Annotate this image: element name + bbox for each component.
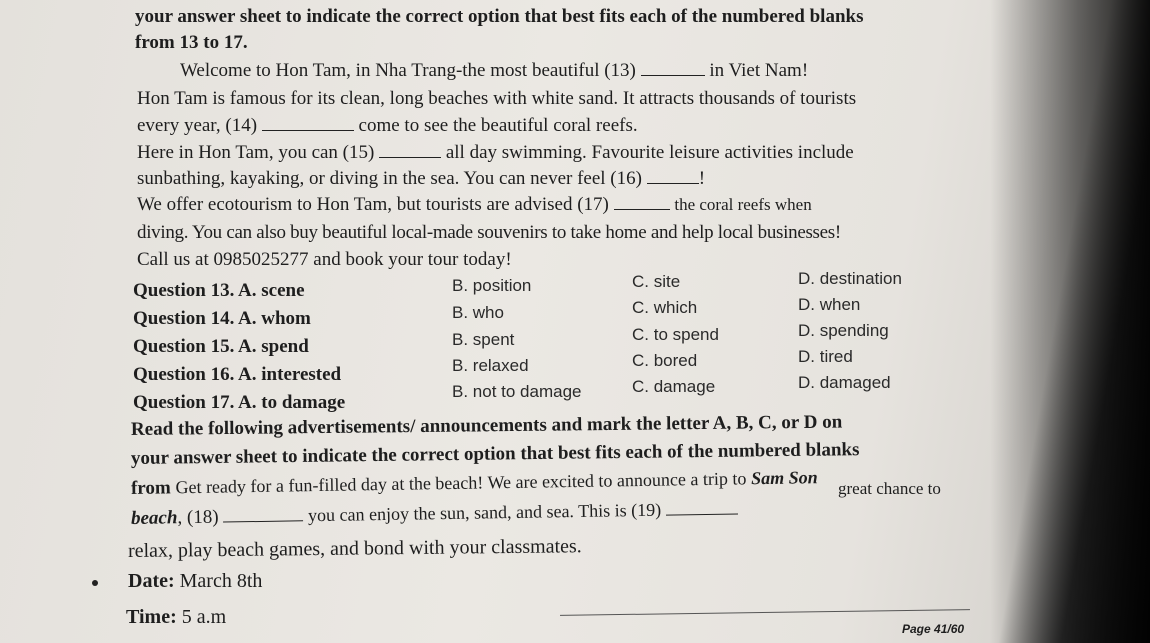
option-d[interactable]: D. when (798, 295, 861, 314)
section2-line-3 (131, 466, 818, 500)
edge-shadow (990, 0, 1150, 643)
passage-text: Welcome to Hon Tam, in Nha Trang-the most beautiful (13) (180, 60, 636, 81)
blank-14 (262, 116, 354, 131)
page-number: Page 41/60 (902, 622, 965, 636)
passage-text: sunbathing, kayaking, or diving in the sea. You can never feel (16) (137, 168, 642, 189)
question-text: Question 16. A. interested (133, 364, 342, 385)
section2-line-3-end: great chance to (838, 479, 941, 498)
passage-line-7: diving. You can also buy beautiful local-made souvenirs to take home and help local businesses! (137, 222, 841, 243)
question-text: Question 13. A. scene (133, 280, 305, 301)
option-c[interactable]: C. to spend (632, 325, 719, 344)
instruction-line-2: from 13 to 17. (135, 32, 248, 53)
time-label: Time: (126, 606, 177, 628)
section2-from: from (130, 477, 171, 499)
question-label (133, 392, 345, 414)
blank-15 (379, 143, 441, 158)
passage-line-2: Hon Tam is famous for its clean, long beaches with white sand. It attracts thousands of tourists (137, 88, 857, 109)
passage-line-5 (137, 168, 705, 190)
passage-line-8: Call us at 0985025277 and book your tour today! (137, 249, 512, 270)
section2-place: beach (130, 507, 178, 529)
question-label (133, 336, 309, 358)
option-b[interactable]: B. not to damage (452, 382, 582, 401)
option-b[interactable]: B. who (452, 303, 504, 322)
passage-text: ! (698, 168, 706, 189)
question-text: Question 17. A. to damage (133, 392, 346, 413)
question-label (133, 308, 311, 330)
date-line (128, 570, 262, 592)
section2-text: you can enjoy the sun, sand, and sea. This is (19) (307, 499, 662, 526)
passage-text: come to see the beautiful coral reefs. (358, 115, 638, 136)
option-d[interactable]: D. damaged (798, 373, 891, 392)
question-label (133, 280, 305, 302)
time-line (126, 606, 226, 628)
question-label (133, 364, 341, 386)
bullet-dot (92, 580, 98, 586)
passage-line-4 (137, 142, 854, 164)
passage-text: We offer ecotourism to Hon Tam, but tourists are advised (17) (137, 194, 609, 215)
option-c[interactable]: C. site (632, 272, 681, 291)
option-d[interactable]: D. spending (798, 321, 889, 340)
date-label: Date: (128, 570, 175, 592)
section2-heading-1: Read the following advertisements/ announcements and mark the letter A, B, C, or D on (130, 411, 843, 440)
time-value: 5 a.m (181, 606, 227, 628)
blank-16 (647, 169, 699, 184)
blank-19 (666, 499, 738, 515)
passage-line-6 (137, 194, 812, 216)
passage-text: the coral reefs when (674, 195, 812, 214)
passage-text: every year, (14) (137, 115, 258, 136)
section2-line-5: relax, play beach games, and bond with your classmates. (127, 535, 582, 562)
section2-line-4 (131, 497, 738, 530)
option-b[interactable]: B. spent (452, 330, 515, 349)
option-b[interactable]: B. relaxed (452, 356, 529, 375)
section2-text: , (18) (177, 506, 219, 529)
blank-18 (223, 506, 303, 522)
section2-place: Sam Son (750, 467, 818, 489)
option-d[interactable]: D. tired (798, 347, 853, 366)
blank-13 (641, 61, 705, 76)
instruction-line-1: your answer sheet to indicate the correct option that best fits each of the numbered blanks (135, 6, 864, 27)
question-text: Question 15. A. spend (133, 336, 309, 357)
section2-heading-2: your answer sheet to indicate the correct option that best fits each of the numbered blanks (130, 439, 860, 469)
passage-line-1 (180, 60, 808, 82)
passage-text: Here in Hon Tam, you can (15) (137, 142, 375, 163)
section2-text: Get ready for a fun-filled day at the beach! We are excited to announce a trip to (175, 468, 747, 498)
option-c[interactable]: C. damage (632, 377, 716, 396)
passage-line-3 (137, 115, 638, 137)
date-value: March 8th (179, 570, 263, 592)
option-d[interactable]: D. destination (798, 269, 902, 288)
footer-rule (560, 609, 970, 616)
blank-17 (614, 195, 670, 210)
question-text: Question 14. A. whom (133, 308, 311, 329)
passage-text: all day swimming. Favourite leisure activities include (445, 142, 854, 163)
option-c[interactable]: C. which (632, 298, 698, 317)
passage-text: in Viet Nam! (709, 60, 809, 81)
option-b[interactable]: B. position (452, 276, 532, 295)
option-c[interactable]: C. bored (632, 351, 698, 370)
